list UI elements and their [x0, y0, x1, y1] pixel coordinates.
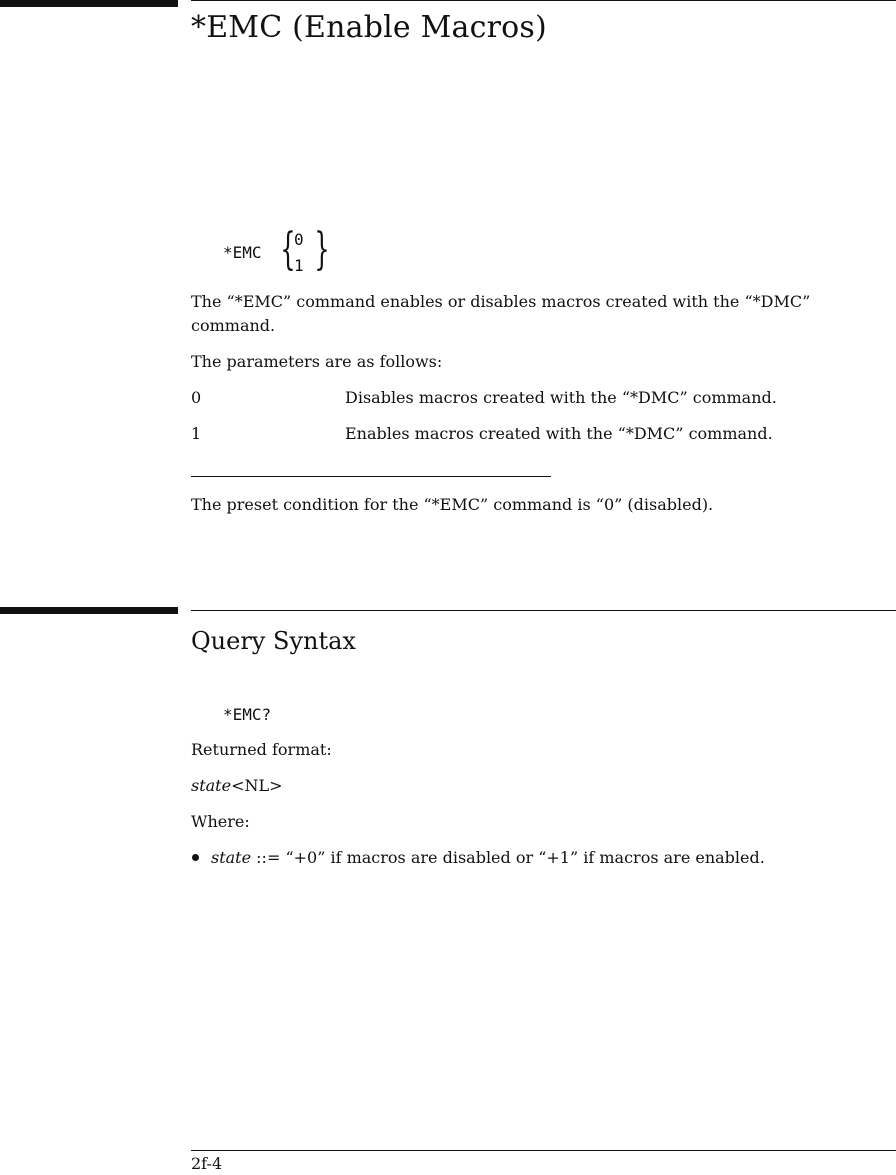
bullet-icon	[192, 854, 199, 861]
section-rule-2	[191, 610, 896, 611]
syntax-option-1: 1	[294, 256, 304, 275]
state-definition-text: ::= “+0” if macros are disabled or “+1” if macros are enabled.	[251, 848, 765, 867]
description-line-2: command.	[191, 316, 276, 335]
state-suffix: <NL>	[231, 776, 283, 795]
preset-text: The preset condition for the “*EMC” command is “0” (disabled).	[191, 495, 714, 514]
page-title: *EMC (Enable Macros)	[191, 10, 547, 45]
section-marker-bar	[0, 0, 178, 7]
param-value-0: 0	[191, 388, 202, 407]
returned-format-label: Returned format:	[191, 740, 332, 759]
params-intro: The parameters are as follows:	[191, 352, 443, 371]
syntax-command: *EMC	[223, 243, 262, 262]
where-label: Where:	[191, 812, 250, 831]
state-word: state	[191, 776, 232, 795]
preset-divider	[191, 476, 551, 477]
page-number: 2f-4	[191, 1154, 223, 1173]
state-term: state	[211, 848, 252, 867]
footer-rule	[191, 1150, 896, 1151]
state-definition	[211, 847, 765, 869]
param-value-1: 1	[191, 424, 202, 443]
query-syntax-heading: Query Syntax	[191, 627, 356, 655]
returned-format-value	[191, 775, 283, 797]
param-text-0: Disables macros created with the “*DMC” command.	[345, 388, 777, 407]
description-line-1: The “*EMC” command enables or disables macros created with the “*DMC”	[191, 292, 811, 311]
section-marker-bar-2	[0, 607, 178, 614]
brace-left: {	[280, 224, 296, 275]
syntax-option-0: 0	[294, 230, 304, 249]
section-rule	[191, 0, 896, 1]
param-text-1: Enables macros created with the “*DMC” command.	[345, 424, 773, 443]
query-command: *EMC?	[223, 705, 272, 724]
brace-right: }	[314, 224, 330, 275]
